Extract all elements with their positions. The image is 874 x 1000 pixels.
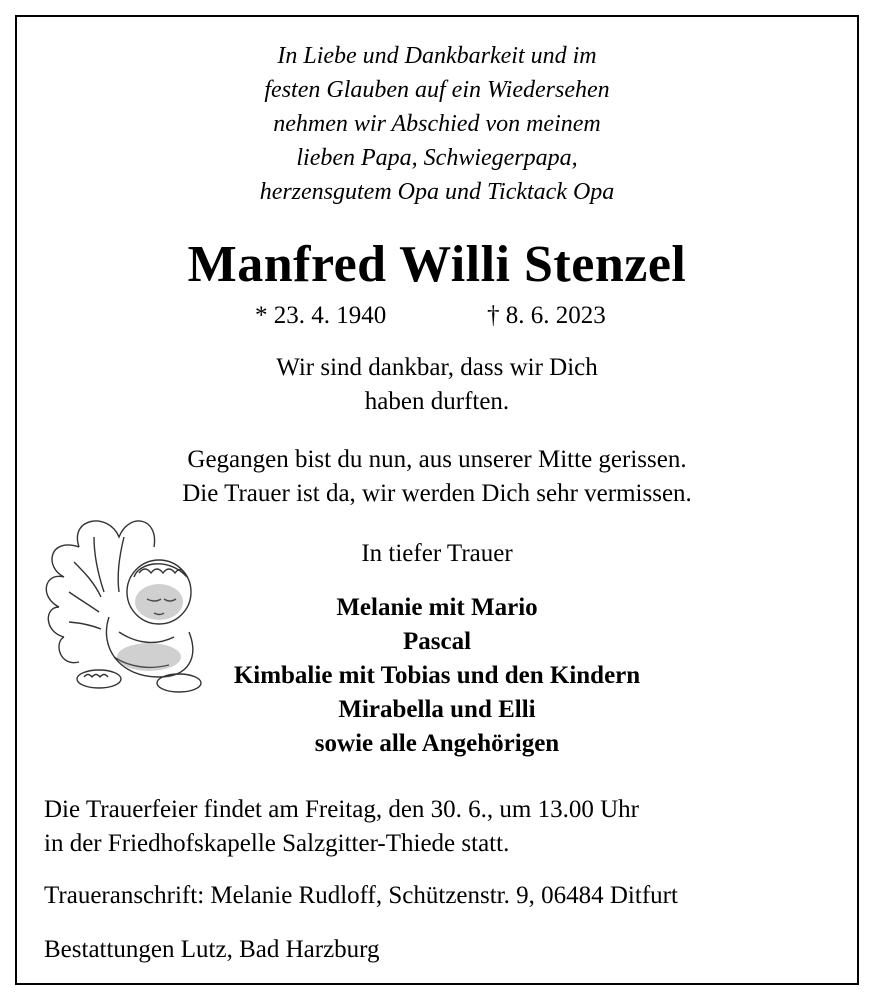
ceremony-info xyxy=(44,793,639,861)
intro-line: herzensgutem Opa und Ticktack Opa xyxy=(259,179,615,205)
mourner-name: Pascal xyxy=(402,628,472,655)
undertaker: Bestattungen Lutz, Bad Harzburg xyxy=(44,936,380,963)
intro-line: festen Glauben auf ein Wiedersehen xyxy=(264,77,610,103)
mourner-name: Kimbalie mit Tobias und den Kindern xyxy=(233,662,641,689)
grief-line: In tiefer Trauer xyxy=(361,540,513,567)
intro-line: lieben Papa, Schwiegerpapa, xyxy=(296,145,578,171)
death-date: † 8. 6. 2023 xyxy=(487,302,606,329)
gratitude-quote xyxy=(17,351,857,419)
deceased-name: Manfred Willi Stenzel xyxy=(187,236,687,293)
mourners-list xyxy=(17,591,857,761)
ceremony-line: Die Trauerfeier findet am Freitag, den 30. 6., um 13.00 Uhr xyxy=(44,796,640,823)
mourner-name: Melanie mit Mario xyxy=(336,594,538,621)
verse-line: Gegangen bist du nun, aus unserer Mitte gerissen. xyxy=(187,446,687,473)
obituary-notice xyxy=(15,15,859,985)
quote-line: haben durften. xyxy=(364,388,510,415)
mourning-address: Traueranschrift: Melanie Rudloff, Schützenstr. 9, 06484 Ditfurt xyxy=(44,882,678,909)
verse-line: Die Trauer ist da, wir werden Dich sehr vermissen. xyxy=(182,480,692,507)
intro-line: nehmen wir Abschied von meinem xyxy=(273,111,601,137)
farewell-verse xyxy=(17,443,857,511)
birth-date: * 23. 4. 1940 xyxy=(255,302,387,329)
intro-verse xyxy=(17,39,857,209)
mourner-name: Mirabella und Elli xyxy=(338,696,536,723)
quote-line: Wir sind dankbar, dass wir Dich xyxy=(276,354,598,381)
life-dates xyxy=(17,299,857,333)
mourner-name: sowie alle Angehörigen xyxy=(314,730,560,757)
ceremony-line: in der Friedhofskapelle Salzgitter-Thiede statt. xyxy=(44,830,510,857)
intro-line: In Liebe und Dankbarkeit und im xyxy=(277,43,597,69)
